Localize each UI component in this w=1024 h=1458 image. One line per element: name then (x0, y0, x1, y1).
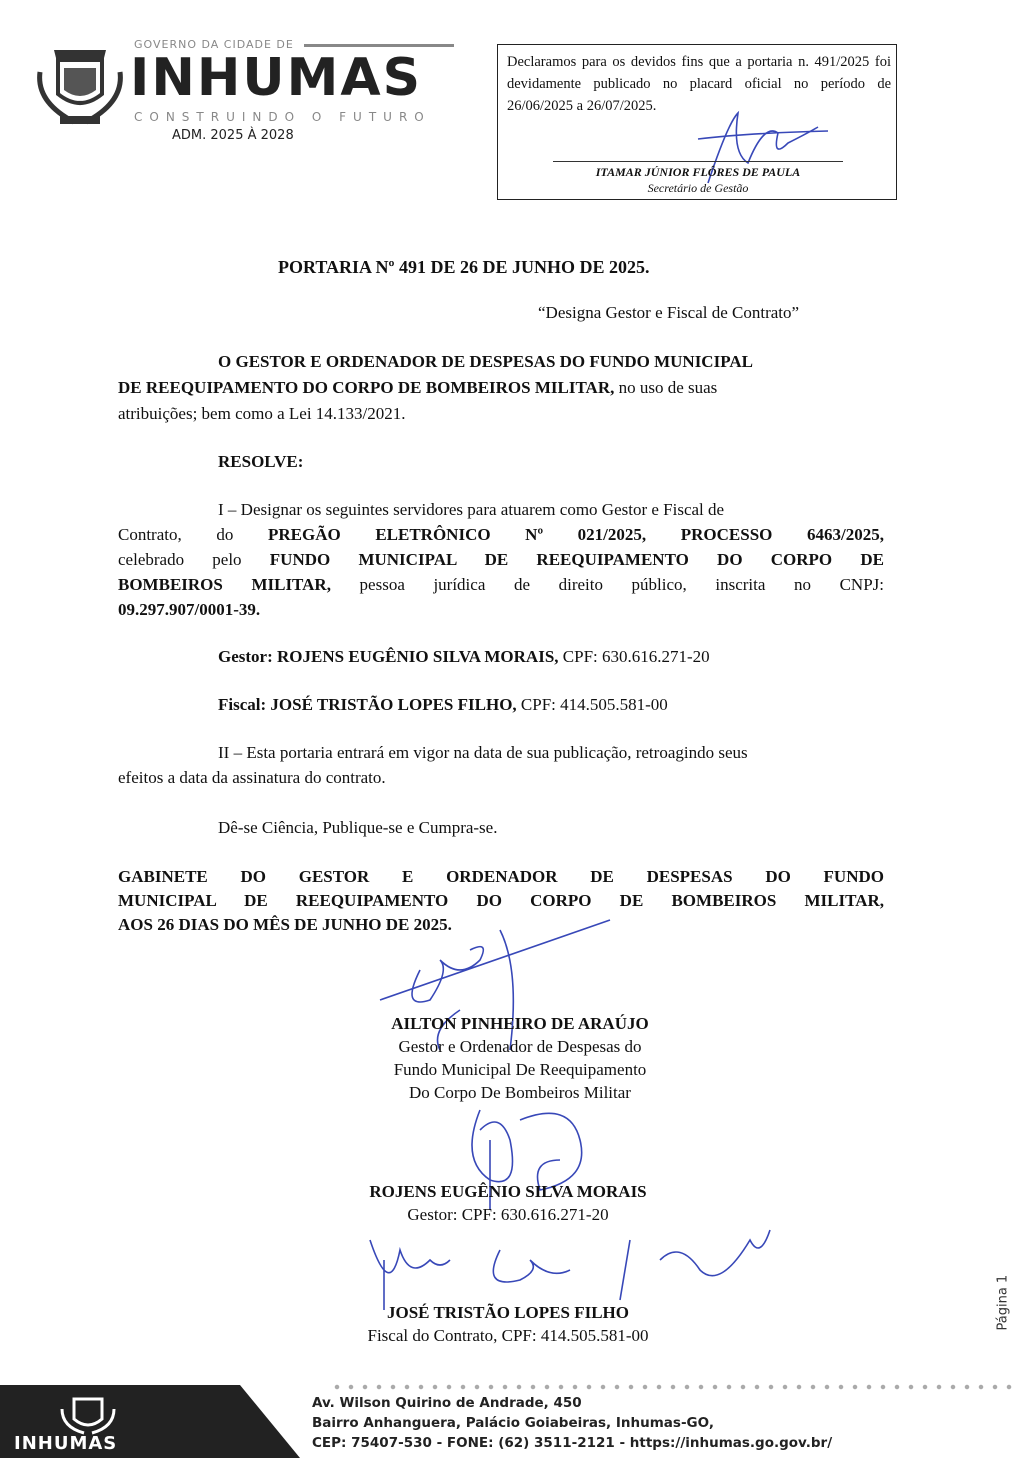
signature-jose-scribble (360, 1220, 780, 1310)
fiscal-line: Fiscal: JOSÉ TRISTÃO LOPES FILHO, CPF: 414.505.581-00 (218, 695, 668, 714)
document-subject: “Designa Gestor e Fiscal de Contrato” (538, 303, 800, 322)
administration-term: ADM. 2025 À 2028 (172, 128, 294, 143)
footer-contact: CEP: 75407-530 - FONE: (62) 3511-2121 - https://inhumas.go.gov.br/ (312, 1435, 833, 1451)
signer-name: AILTON PINHEIRO DE ARAÚJO (391, 1014, 649, 1033)
signer-role-2: Fundo Municipal De Reequipamento (393, 1060, 647, 1079)
city-name: INHUMAS (130, 48, 423, 108)
city-crest-icon (34, 42, 126, 128)
publication-declaration-box (497, 44, 897, 200)
declaration-signer-role: Secretário de Gestão (647, 181, 749, 195)
footer-crest-icon (58, 1395, 118, 1435)
city-motto: CONSTRUINDO O FUTURO (134, 110, 431, 124)
signer-name: ROJENS EUGÊNIO SILVA MORAIS (369, 1182, 647, 1201)
preamble-line-3: atribuições; bem como a Lei 14.133/2021. (118, 404, 406, 423)
item1-line-3: celebrado pelo FUNDO MUNICIPAL DE REEQUIPAMENTO DO CORPO DE (118, 550, 884, 569)
signature-block-rojens (288, 1180, 728, 1226)
signature-block-ailton (300, 1012, 740, 1104)
footer-district: Bairro Anhanguera, Palácio Goiabeiras, Inhumas-GO, (312, 1415, 714, 1431)
item2-line-2: efeitos a data da assinatura do contrato. (118, 768, 386, 787)
footer-address: Av. Wilson Quirino de Andrade, 450 (312, 1395, 582, 1411)
page-number-label: Página 1 (995, 1274, 1011, 1331)
signer-role-1: Gestor: CPF: 630.616.271-20 (407, 1205, 609, 1224)
document-title: PORTARIA Nº 491 DE 26 DE JUNHO DE 2025. (278, 257, 650, 277)
footer-city-name: INHUMAS (14, 1433, 118, 1454)
gov-label: GOVERNO DA CIDADE DE (134, 38, 294, 51)
gabinete-line-3: AOS 26 DIAS DO MÊS DE JUNHO DE 2025. (118, 915, 452, 934)
gabinete-line-1: GABINETE DO GESTOR E ORDENADOR DE DESPESAS DO FUNDO (118, 867, 884, 886)
declaration-text: Declaramos para os devidos fins que a portaria n. 491/2025 foi devidamente publicado no placard oficial no período de 26/06/2025 a 26/07/2025. (507, 54, 891, 114)
signer-role-1: Fiscal do Contrato, CPF: 414.505.581-00 (367, 1326, 649, 1345)
item1-line-5: 09.297.907/0001-39. (118, 600, 261, 619)
gov-rule (304, 44, 454, 47)
item1-line-4: BOMBEIROS MILITAR, pessoa jurídica de direito público, inscrita no CNPJ: (118, 575, 885, 594)
preamble-line-2: DE REEQUIPAMENTO DO CORPO DE BOMBEIROS MILITAR, no uso de suas (118, 378, 718, 397)
signer-name: JOSÉ TRISTÃO LOPES FILHO (386, 1303, 629, 1322)
signer-role-1: Gestor e Ordenador de Despesas do (398, 1037, 642, 1056)
resolve-heading: RESOLVE: (218, 452, 304, 471)
item1-line-1: I – Designar os seguintes servidores para atuarem como Gestor e Fiscal de (218, 500, 725, 519)
page-footer (0, 1383, 1024, 1458)
gestor-line: Gestor: ROJENS EUGÊNIO SILVA MORAIS, CPF: 630.616.271-20 (218, 647, 710, 666)
signature-block-jose (288, 1301, 728, 1347)
declaration-signature-line (553, 161, 843, 162)
gabinete-line-2: MUNICIPAL DE REEQUIPAMENTO DO CORPO DE BOMBEIROS MILITAR, (118, 891, 884, 910)
signer-role-3: Do Corpo De Bombeiros Militar (409, 1083, 631, 1102)
item1-line-2: Contrato, do PREGÃO ELETRÔNICO Nº 021/2025, PROCESSO 6463/2025, (118, 525, 884, 544)
preamble-line-1: O GESTOR E ORDENADOR DE DESPESAS DO FUNDO MUNICIPAL (218, 352, 753, 371)
item2-line-1: II – Esta portaria entrará em vigor na data de sua publicação, retroagindo seus (218, 743, 748, 762)
footer-dotted-rule (330, 1383, 1020, 1391)
declaration-signer-name: ITAMAR JÚNIOR FLÔRES DE PAULA (595, 165, 801, 179)
closing-statement: Dê-se Ciência, Publique-se e Cumpra-se. (218, 818, 498, 837)
city-logo (34, 38, 454, 148)
